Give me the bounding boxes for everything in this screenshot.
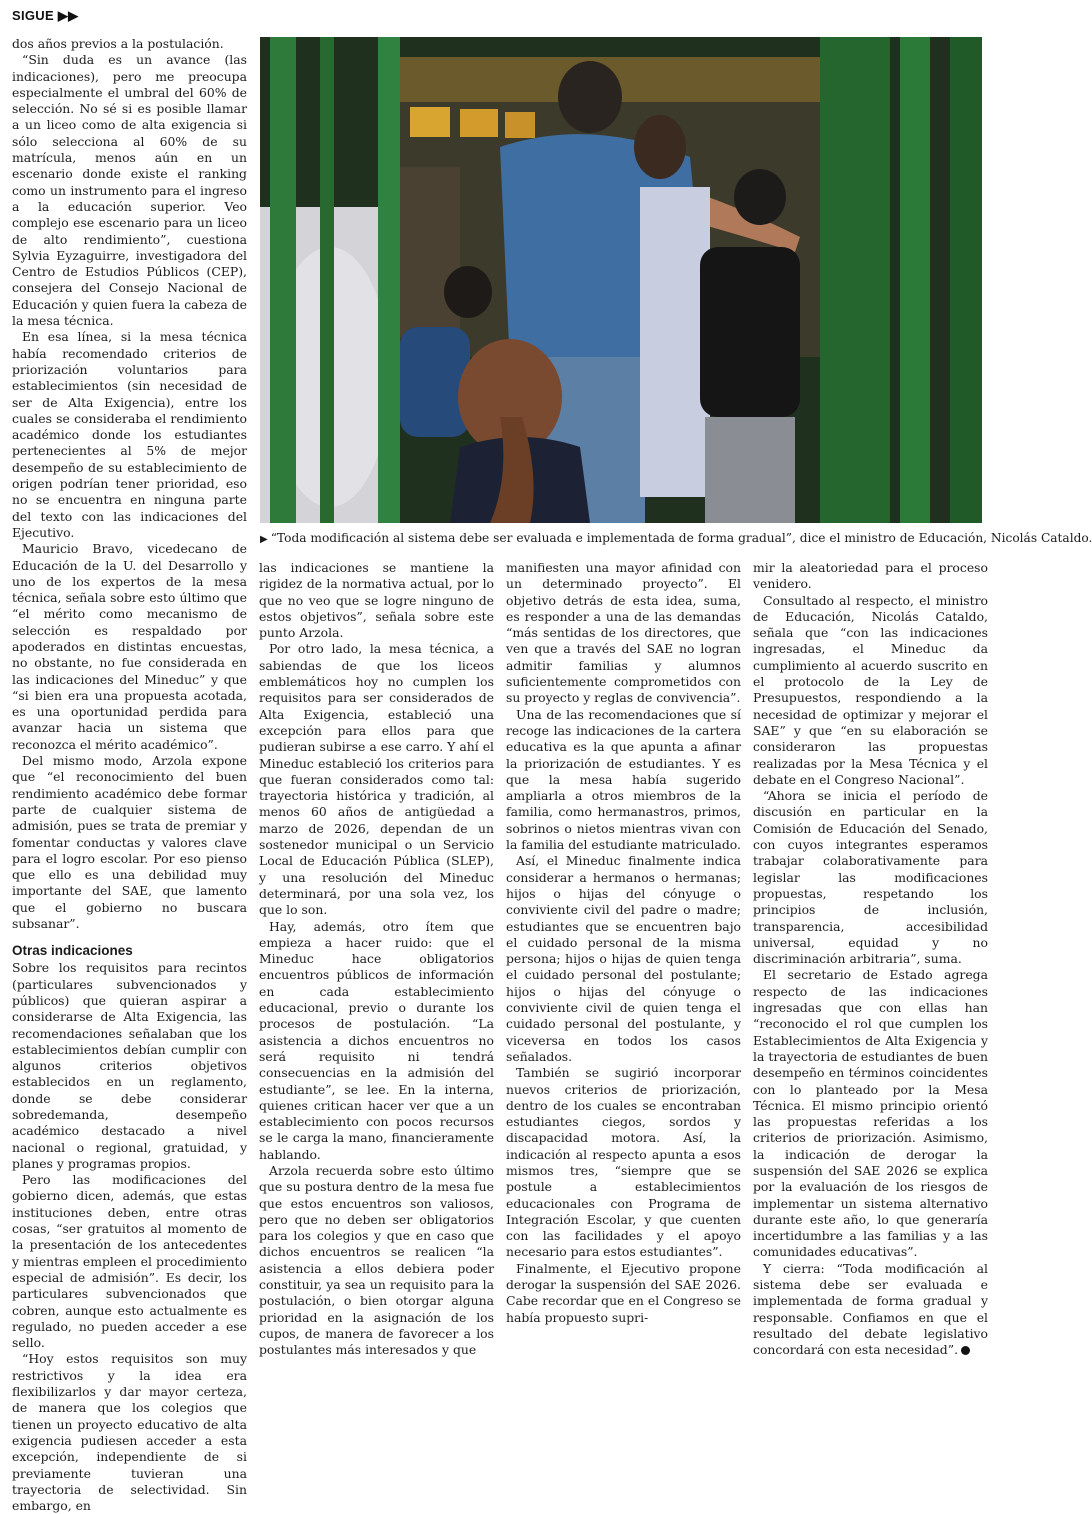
article-column-4 xyxy=(753,560,988,1359)
paragraph: Pero las modificaciones del gobierno dicen, además, que estas instituciones deben, entre otras cosas, “ser gratuitos al momento de la presentación de los antecedentes y mientras empleen el procedimiento especial de admisión”. Es decir, los particulares subvencionados que cobren, aunque esto actualmente es regulado, no pueden acceder a ese sello. xyxy=(12,1172,247,1351)
paragraph: manifiesten una mayor afinidad con un determinado proyecto”. El objetivo detrás de esta idea, suma, es responder a una de las demandas “más sentidas de los directores, que ven que a través del SAE no logran admitir familias y alumnos suficientemente comprometidos con su proyecto y reglas de convivencia”. xyxy=(506,560,741,706)
closing-text: Y cierra: “Toda modificación al sistema debe ser evaluada e implementada de forma gradual y responsable. Confiamos en que el resultado del debate legislativo concordará con esta necesidad”. xyxy=(753,1260,988,1358)
section-subheading: Otras indicaciones xyxy=(12,943,133,959)
paragraph: las indicaciones se mantiene la rigidez de la normativa actual, por lo que no veo que se logre ninguno de estos objetivos”, señala sobre este punto Arzola. xyxy=(259,560,494,641)
caption-text: “Toda modificación al sistema debe ser evaluada e implementada de forma gradual”, dice el ministro de Educación, Nicolás Cataldo. xyxy=(270,531,1092,545)
paragraph: Mauricio Bravo, vicedecano de Educación de la U. del Desarrollo y uno de los expertos de la mesa técnica, señala sobre esto último que “el mérito como mecanismo de selección es respaldado por apoderados en distintas encuestas, no obstante, no fue considerada en las indicaciones del Mineduc” y que “si bien era una propuesta acotada, es una oportunidad perdida para avanzar hacia un sistema que reconozca el mérito académico”. xyxy=(12,541,247,752)
paragraph: Arzola recuerda sobre esto último que su postura dentro de la mesa fue que estos encuentros son valiosos, pero que no deben ser obligatorios para los colegios y que en caso que dichos encuentros se realicen “la asistencia a ellos debiera poder constituir, ya sea un requisito para la postulación, o bien otorgar alguna prioridad en la asignación de los cupos, de manera de favorecer a los postulantes más interesados y que xyxy=(259,1162,494,1358)
paragraph: Consultado al respecto, el ministro de Educación, Nicolás Cataldo, señala que “con las indicaciones ingresadas, el Mineduc da cumplimiento al acuerdo suscrito en el protocolo de la Ley de Presupuestos, respondiendo a la necesidad de optimizar y mejorar el SAE” y que “en su elaboración se consideraron las propuestas realizadas por la Mesa Técnica y el debate en el Congreso Nacional”. xyxy=(753,592,988,787)
paragraph: “Hoy estos requisitos son muy restrictivos y la idea era flexibilizarlos y dar mayor certeza, de manera que los colegios que tienen un proyecto educativo de alta exigencia pudiesen acceder a esta excepción, independiente de si previamente tuvieran una trayectoria de selectividad. Sin embargo, en xyxy=(12,1351,247,1514)
paragraph: “Ahora se inicia el período de discusión en particular en la Comisión de Educación del Senado, con cuyos integrantes esperamos trabajar colaborativamente para legislar las modificaciones propuestas, respetando los principios de inclusión, transparencia, accesibilidad universal, equidad y no discriminación arbitraria”, suma. xyxy=(753,788,988,967)
paragraph: Del mismo modo, Arzola expone que “el reconocimiento del buen rendimiento académico debe formar parte de cualquier sistema de admisión, pues se trata de premiar y fomentar conductas y valores clave para el logro escolar. Por eso pienso que ello es una debilidad muy importante del SAE, que lamento que el gobierno no buscara subsanar”. xyxy=(12,753,247,932)
photo-caption xyxy=(260,530,1092,548)
paragraph: Finalmente, el Ejecutivo propone derogar la suspensión del SAE 2026. Cabe recordar que en el Congreso se había propuesto supri- xyxy=(506,1260,741,1325)
continuation-kicker: SIGUE ▶▶ xyxy=(12,8,79,23)
paragraph: En esa línea, si la mesa técnica había recomendado criterios de priorización voluntarios para establecimientos (sin necesidad de ser de Alta Exigencia), entre los cuales se consideraba el rendimiento académico donde los estudiantes pertenecientes al 5% de mejor desempeño de su establecimiento de origen podrían tener prioridad, eso no se encuentra en ninguna parte del texto con las indicaciones del Ejecutivo. xyxy=(12,329,247,540)
paragraph: Así, el Mineduc finalmente indica considerar a hermanos o hermanas; hijos o hijas del cónyuge o conviviente civil del padre o madre; estudiantes que se encuentren bajo el cuidado personal de la misma persona; hijos o hijas de quien tenga el cuidado personal del postulante; hijos o hijas del cónyuge o conviviente civil de quien tenga el cuidado personal del postulante, y viceversa en todos los casos señalados. xyxy=(506,853,741,1064)
paragraph: Sobre los requisitos para recintos (particulares subvencionados y públicos) que quieran aspirar a considerarse de Alta Exigencia, las recomendaciones señalaban que los establecimientos debían cumplir con algunos criterios objetivos establecidos en un reglamento, donde se debe considerar sobredemanda, desempeño académico destacado a nivel nacional o regional, gratuidad, y planes y programas propios. xyxy=(12,960,247,1171)
article-column-3 xyxy=(506,560,741,1326)
paragraph: También se sugirió incorporar nuevos criterios de priorización, dentro de los cuales se encontraban estudiantes ciegos, sordos y discapacidad motora. Así, la indicación al respecto apunta a esos mismos tres, “siempre que se postule a establecimientos educacionales con Programa de Integración Escolar, y que cuenten con las facilidades y el apoyo necesario para estos estudiantes”. xyxy=(506,1065,741,1260)
paragraph: El secretario de Estado agrega respecto de las indicaciones ingresadas que con ellas han “reconocido el rol que cumplen los Establecimientos de Alta Exigencia y la trayectoria de estudiantes de buen desempeño en términos coincidentes con lo planteado por la Mesa Técnica. El mismo principio orientó las propuestas referidas a los criterios de priorización. Asimismo, la indicación de derogar la suspensión del SAE 2026 se explica por la evaluación de los riesgos de implementar un sistema alternativo durante este año, lo que generaría incertidumbre a las familias y a las comunidades educativas”. xyxy=(753,967,988,1260)
paragraph: mir la aleatoriedad para el proceso venidero. xyxy=(753,560,988,592)
paragraph: Una de las recomendaciones que sí recoge las indicaciones de la cartera educativa es la que apunta a afinar la priorización de estudiantes. Y es que la mesa había sugerido ampliarla a otros miembros de la familia, como hermanastros, primos, sobrinos o nietos mientras vivan con la familia del estudiante matriculado. xyxy=(506,706,741,853)
paragraph: Por otro lado, la mesa técnica, a sabiendas de que los liceos emblemáticos hoy no cumplen los requisitos para ser considerados de Alta Exigencia, estableció una excepción para ellos para que pudieran subirse a ese carro. Y ahí el Mineduc estableció los criterios para que fueran considerados como tal: trayectoria histórica y tradición, al menos 60 años de antigüedad a marzo de 2026, dependan de un sostenedor municipal o un Servicio Local de Educación Pública (SLEP), y una resolución del Mineduc determinará, por una sola vez, los que lo son. xyxy=(259,641,494,918)
paragraph: dos años previos a la postulación. xyxy=(12,36,224,51)
photo-illustration xyxy=(260,37,982,523)
paragraph: Hay, además, otro ítem que empieza a hacer ruido: que el Mineduc hace obligatorios encuentros públicos de información en cada establecimiento educacional, previo o durante los procesos de postulación. “La asistencia a dichos encuentros no será requisito ni tendrá consecuencias en la admisión del estudiante”, se lee. En la interna, quienes critican hacer ver que a un establecimiento con pocos recursos se le carga la mano, financieramente hablando. xyxy=(259,918,494,1162)
paragraph: “Sin duda es un avance (las indicaciones), pero me preocupa especialmente el umbral del 60% de selección. No sé si es posible llamar a un liceo como de alta exigencia si sólo selecciona al 60% de su matrícula, menos aún en un escenario donde existe el ranking como un instrumento para el ingreso a la educación superior. Veo complejo ese escenario para un liceo de alto rendimiento”, cuestiona Sylvia Eyzaguirre, investigadora del Centro de Estudios Públicos (CEP), consejera del Consejo Nacional de Educación y quien fuera la cabeza de la mesa técnica. xyxy=(12,52,247,329)
end-of-article-dot-icon xyxy=(961,1346,970,1355)
article-column-1 xyxy=(12,36,247,1514)
paragraph xyxy=(753,1261,988,1359)
news-photo xyxy=(260,37,982,523)
caption-marker-icon: ▶ xyxy=(260,534,268,545)
article-column-2 xyxy=(259,560,494,1359)
